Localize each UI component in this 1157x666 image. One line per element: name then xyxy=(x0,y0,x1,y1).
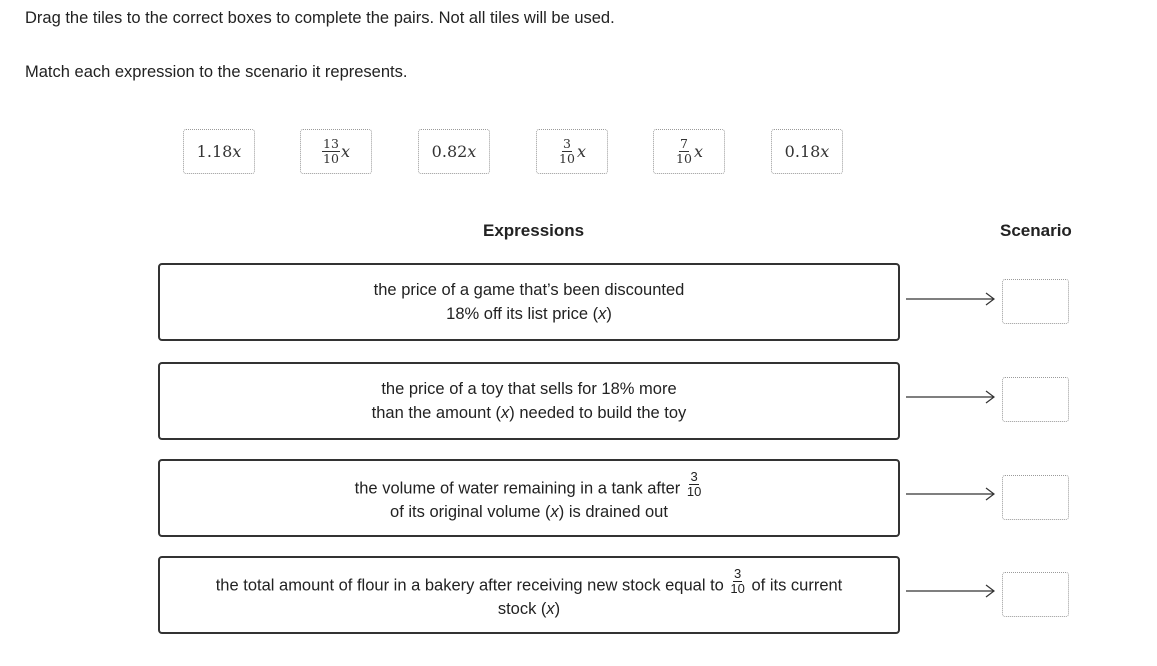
drop-target-scenario-2[interactable] xyxy=(1002,377,1069,422)
drop-target-scenario-1[interactable] xyxy=(1002,279,1069,324)
arrow-right-icon xyxy=(906,292,996,306)
scenario-line1-post: of its current xyxy=(746,576,843,595)
tile-var: x xyxy=(576,142,586,161)
tile-frac-den: 10 xyxy=(559,151,575,166)
instruction-drag: Drag the tiles to the correct boxes to complete the pairs. Not all tiles will be used. xyxy=(25,9,615,27)
scenario-line2-pre: stock ( xyxy=(497,600,547,619)
tile-frac-num: 7 xyxy=(680,135,688,151)
tile-0-82x[interactable] xyxy=(418,129,490,174)
tile-frac-num: 3 xyxy=(563,135,571,151)
tile-var: x xyxy=(820,142,830,161)
tile-var: x xyxy=(340,142,350,161)
drop-target-scenario-3[interactable] xyxy=(1002,475,1069,520)
scenario-line1-pre: the total amount of flour in a bakery after receiving new stock equal to xyxy=(215,576,729,595)
scenario-var: x xyxy=(501,404,510,422)
scenario-var: x xyxy=(550,503,559,522)
tile-fraction xyxy=(675,135,693,166)
arrow-right-icon xyxy=(906,487,996,501)
tile-frac-num: 13 xyxy=(323,135,339,151)
tile-var: x xyxy=(693,142,703,161)
scenario-line2-pre: 18% off its list price ( xyxy=(446,305,599,323)
expressions-header: Expressions xyxy=(483,221,585,240)
fraction-denominator: 10 xyxy=(686,483,702,499)
scenario-header: Scenario xyxy=(1000,221,1072,240)
fraction-numerator: 3 xyxy=(734,565,742,581)
tile-fraction xyxy=(558,135,576,166)
tile-3-10x[interactable] xyxy=(536,129,608,174)
tile-1-18x[interactable] xyxy=(183,129,255,174)
scenario-line1-pre: the volume of water remaining in a tank after xyxy=(354,479,685,498)
tile-0-18x[interactable] xyxy=(771,129,843,174)
tile-coef: 0.82 xyxy=(431,142,468,161)
scenario-var: x xyxy=(598,305,607,323)
instruction-match: Match each expression to the scenario it represents. xyxy=(25,63,408,81)
scenario-line1: the price of a toy that sells for 18% more xyxy=(381,380,677,398)
fraction-numerator: 3 xyxy=(690,468,698,484)
arrow-right-icon xyxy=(906,584,996,598)
tile-coef: 0.18 xyxy=(784,142,821,161)
scenario-box-water-tank xyxy=(158,459,900,537)
scenario-line2-post: ) is drained out xyxy=(558,503,668,522)
scenario-box-toy-markup xyxy=(158,362,900,440)
tile-7-10x[interactable] xyxy=(653,129,725,174)
inline-fraction xyxy=(686,470,702,498)
fraction-denominator: 10 xyxy=(730,580,745,596)
scenario-var: x xyxy=(546,600,555,619)
scenario-line2-pre: of its original volume ( xyxy=(390,503,551,522)
scenario-text xyxy=(206,565,853,621)
drop-target-scenario-4[interactable] xyxy=(1002,572,1069,617)
tile-coef: 1.18 xyxy=(196,142,233,161)
scenario-box-discounted-game xyxy=(158,263,900,341)
inline-fraction xyxy=(729,567,745,595)
arrow-right-icon xyxy=(906,390,996,404)
scenario-line2-post: ) xyxy=(606,305,612,323)
scenario-line1: the price of a game that’s been discounted xyxy=(373,281,685,299)
scenario-text xyxy=(364,278,695,326)
scenario-line2-post: ) xyxy=(554,600,561,619)
scenario-box-bakery-flour xyxy=(158,556,900,634)
tile-var: x xyxy=(467,142,477,161)
tile-fraction xyxy=(322,135,340,166)
tile-var: x xyxy=(232,142,242,161)
tile-frac-den: 10 xyxy=(676,151,692,166)
scenario-line2-post: ) needed to build the toy xyxy=(509,404,687,422)
scenario-text xyxy=(345,468,714,524)
tile-frac-den: 10 xyxy=(323,151,339,166)
scenario-line2-pre: than the amount ( xyxy=(371,404,502,422)
scenario-text xyxy=(362,377,697,425)
tile-13-10x[interactable] xyxy=(300,129,372,174)
